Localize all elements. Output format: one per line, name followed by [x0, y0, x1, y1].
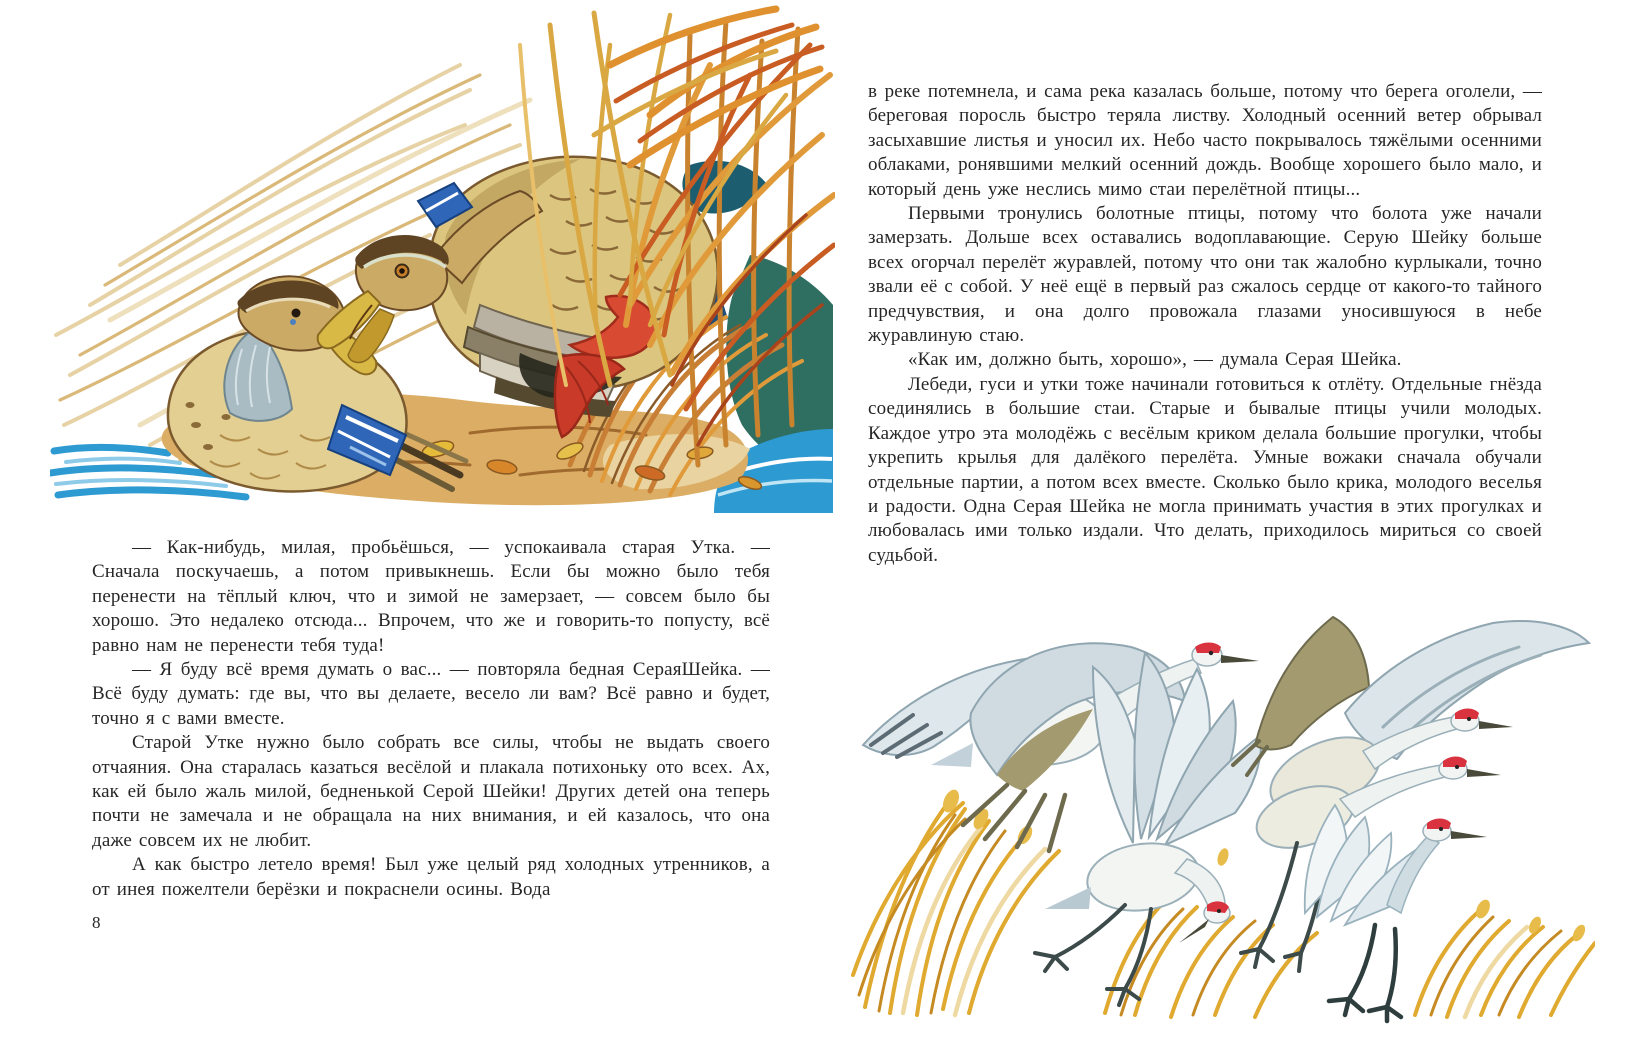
- paragraph: Лебеди, гуси и утки тоже начинали готовиться к отлёту. Отдельные гнёзда соединялись в большие стаи. Старые и бывалые птицы учили молодых. Каждое утро эта молодёжь с весёлым криком делала большие прогулки, чтобы укрепить крылья для далёкого перелёта. Умные вожаки сначала обучали отдельные партии, а потом всех вместе. Сколько было крика, молодого веселья и радости. Одна Серая Шейка не могла принимать участия в этих прогулках и любовалась ими только издали. Что делать, приходилось мириться со своей судьбой.: [868, 373, 1542, 566]
- paragraph: А как быстро летело время! Был уже целый ряд холодных утренников, а от инея пожелтели берёзки и покраснели осины. Вода: [92, 854, 770, 900]
- ducks-illustration: [50, 5, 835, 515]
- paragraph: — Как-нибудь, милая, пробьёшься, — успокаивала старая Утка. — Сначала поскучаешь, а потом привыкнешь. Если бы можно было тебя перенести на тёплый ключ, что и зимой не замерзает, — совсем было бы хорошо. Это недалеко отсюда... Впрочем, что же и говорить-то попусту, всё равно нам не перенести тебя туда!: [92, 537, 770, 656]
- paragraph: в реке потемнела, и сама река казалась больше, потому что берега оголели, — береговая поросль быстро теряла листву. Холодный осенний ветер обрывал засыхавшие листья и уносил их. Небо часто покрывалось тяжёлыми осенними облаками, ронявшими мелкий осенний дождь. Вообще хорошего было мало, и который день уже неслись мимо стаи перелётной птицы...: [868, 81, 1542, 200]
- left-text-column: [92, 536, 770, 902]
- page-number: 8: [92, 913, 101, 932]
- grass-tuft-left: [853, 787, 1059, 1015]
- top-reeds: [594, 9, 822, 165]
- right-text-column: [868, 80, 1542, 568]
- paragraph: Первыми тронулись болотные птицы, потому что болота уже начали замерзать. Дольше всех оставались водоплавающие. Серую Шейку больше всех огорчал перелёт журавлей, потому что они так жалобно курлыкали, точно звали её с собой. У неё ещё в первый раз сжалось сердце от какого-то тайного предчувствия, и она долго провожала глазами уносившуюся в небе журавлиную стаю.: [868, 203, 1542, 347]
- grass-tuft-right: [1415, 897, 1595, 1017]
- cranes-illustration: [835, 595, 1595, 1025]
- paragraph: Старой Утке нужно было собрать все силы, чтобы не выдать своего отчаяния. Она старалась казаться весёлой и плакала потихоньку ото всех. Ах, как ей было жаль милой, бедненькой Серой Шейки! Других детей она теперь почти не замечала и не обращала на них внимания, и ей казалось, что она даже совсем их не любит.: [92, 732, 770, 851]
- paragraph: «Как им, должно быть, хорошо», — думала Серая Шейка.: [908, 349, 1402, 371]
- paragraph: — Я буду всё время думать о вас... — повторяла бедная СераяШейка. — Всё буду думать: где вы, что вы делаете, весело ли вам? Всё равно и будет, точно я с вами вместе.: [92, 659, 770, 729]
